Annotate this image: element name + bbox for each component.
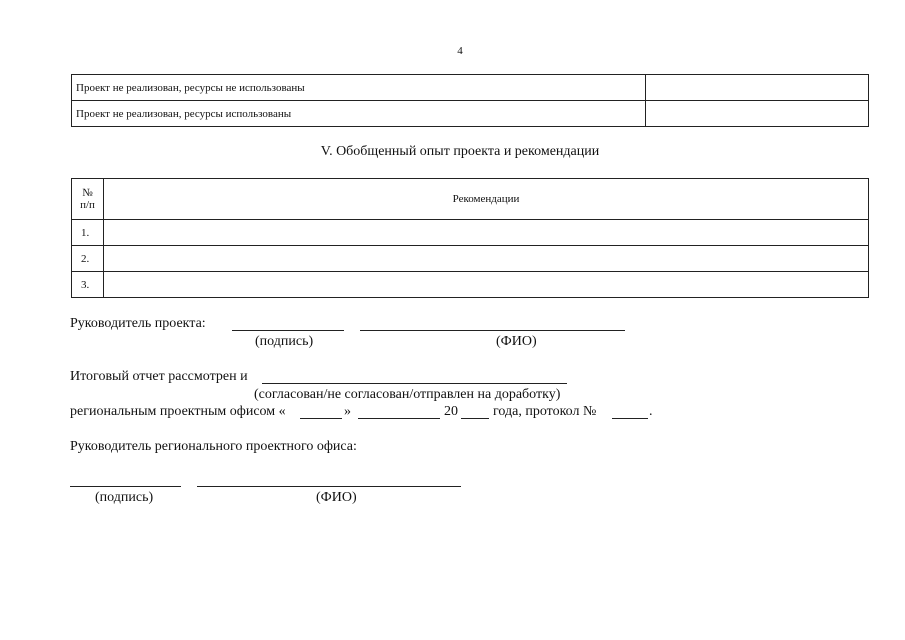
office-name-caption: (ФИО) — [316, 490, 357, 505]
project-sign-caption: (подпись) — [255, 334, 314, 349]
row-num-text: 1. — [81, 226, 90, 239]
num-header — [72, 179, 104, 220]
row-text — [104, 272, 869, 298]
protocol-number-line — [612, 418, 648, 419]
end-dot: . — [649, 404, 653, 419]
table-cell-value — [646, 101, 869, 127]
num-header-line2: п/п — [80, 199, 95, 211]
row-num-text: 3. — [81, 278, 90, 291]
section-title: V. Обобщенный опыт проекта и рекомендации — [320, 144, 600, 159]
table-cell-label: Проект не реализован, ресурсы использованы — [72, 101, 646, 127]
table-row — [72, 220, 869, 246]
table-header-row — [72, 179, 869, 220]
table-cell-value — [646, 75, 869, 101]
page-number: 4 — [457, 45, 463, 57]
table-row — [72, 101, 869, 127]
status-line — [262, 383, 567, 384]
office-name-line — [197, 486, 461, 487]
num-header-line1: № — [82, 187, 93, 199]
recommendations-header: Рекомендации — [104, 179, 869, 220]
project-name-line — [360, 330, 625, 331]
office-sign-caption: (подпись) — [95, 490, 154, 505]
table-cell-label: Проект не реализован, ресурсы не использованы — [72, 75, 646, 101]
table-row — [72, 272, 869, 298]
row-num-text: 2. — [81, 252, 90, 265]
year-suffix: года, протокол № — [493, 404, 597, 419]
office-text: региональным проектным офисом « — [70, 404, 286, 419]
table-row — [72, 75, 869, 101]
office-sign-line — [70, 486, 181, 487]
row-num — [72, 220, 104, 246]
project-head-label: Руководитель проекта: — [70, 316, 206, 331]
recommendations-table — [71, 178, 869, 298]
project-name-caption: (ФИО) — [496, 334, 537, 349]
row-num — [72, 246, 104, 272]
row-num — [72, 272, 104, 298]
office-head-label: Руководитель регионального проектного офиса: — [70, 439, 357, 454]
year-line — [461, 418, 489, 419]
year-prefix: 20 — [444, 404, 458, 419]
month-line — [358, 418, 440, 419]
table-row — [72, 246, 869, 272]
results-table — [71, 74, 869, 127]
day-line — [300, 418, 342, 419]
status-caption: (согласован/не согласован/отправлен на доработку) — [254, 387, 561, 402]
project-sign-line — [232, 330, 344, 331]
final-report-prefix: Итоговый отчет рассмотрен и — [70, 369, 248, 384]
close-quote: » — [344, 404, 351, 419]
row-text — [104, 220, 869, 246]
row-text — [104, 246, 869, 272]
